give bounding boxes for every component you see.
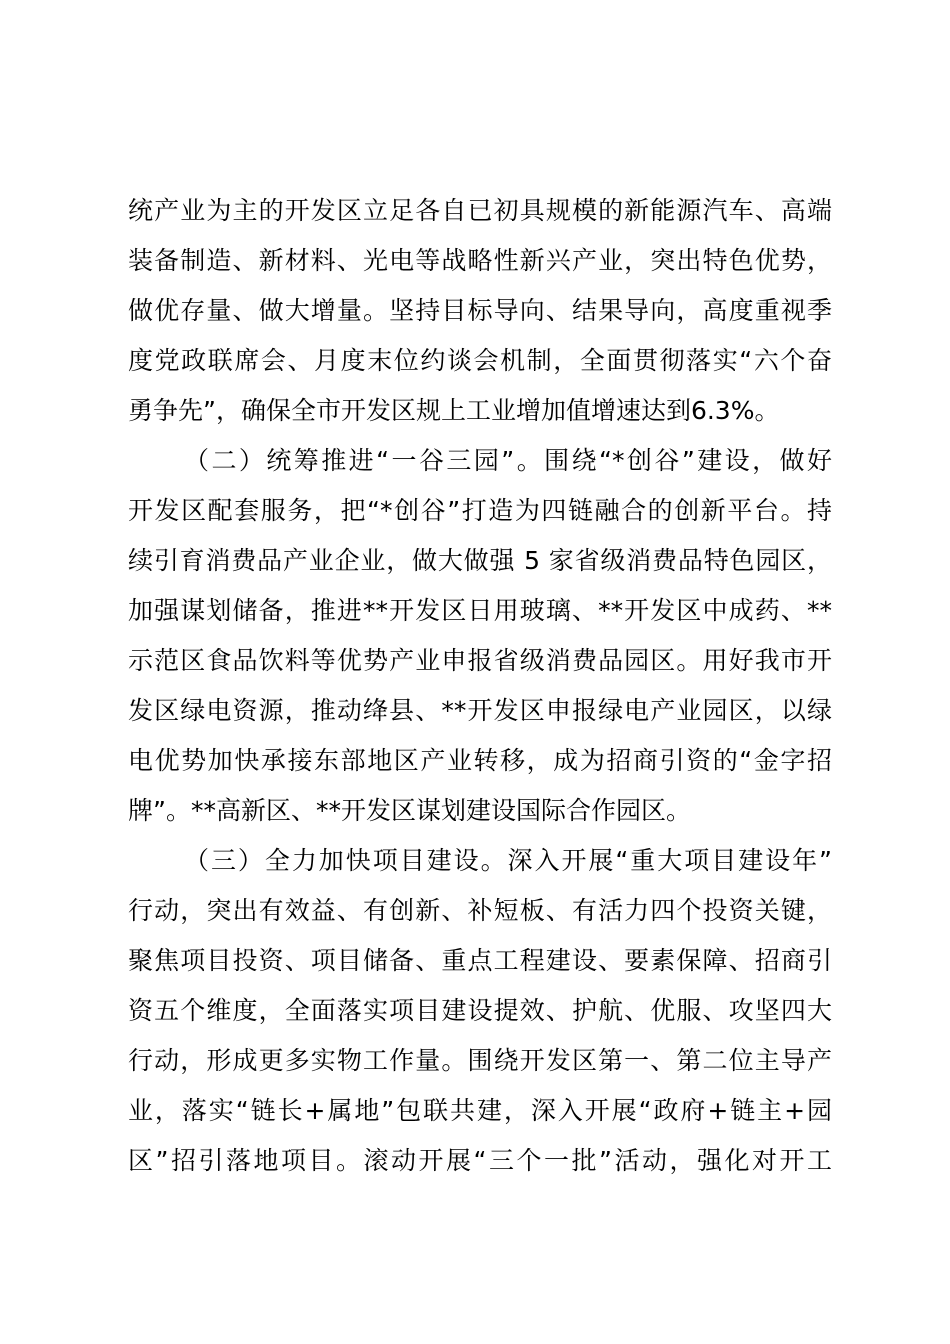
text-line: 行动，形成更多实物工作量。围绕开发区第一、第二位主导产	[128, 1046, 832, 1075]
text-line: 勇争先”，确保全市开发区规上工业增加值增速达到6.3%。	[128, 396, 780, 425]
text-line: 加强谋划储备，推进**开发区日用玻璃、**开发区中成药、**	[128, 596, 832, 625]
text-line: 聚焦项目投资、项目储备、重点工程建设、要素保障、招商引	[128, 946, 832, 975]
text-line: 装备制造、新材料、光电等战略性新兴产业，突出特色优势，	[128, 246, 832, 275]
section-heading-line: （二）统筹推进“一谷三园”。围绕“*创谷”建设，做好	[184, 446, 832, 475]
text-line: 续引育消费品产业企业，做大做强 5 家省级消费品特色园区，	[128, 546, 832, 575]
text-line: 资五个维度，全面落实项目建设提效、护航、优服、攻坚四大	[128, 996, 832, 1025]
text-line: 示范区食品饮料等优势产业申报省级消费品园区。用好我市开	[128, 646, 832, 675]
text-line: 行动，突出有效益、有创新、补短板、有活力四个投资关键，	[128, 896, 832, 925]
text-line: 区”招引落地项目。滚动开展“三个一批”活动，强化对开工	[128, 1146, 832, 1175]
section-heading-line: （三）全力加快项目建设。深入开展“重大项目建设年”	[184, 846, 832, 875]
text-line: 电优势加快承接东部地区产业转移，成为招商引资的“金字招	[128, 746, 832, 775]
document-body	[128, 186, 832, 1186]
text-line: 发区绿电资源，推动绛县、**开发区申报绿电产业园区，以绿	[128, 696, 832, 725]
text-line: 开发区配套服务，把“*创谷”打造为四链融合的创新平台。持	[128, 496, 832, 525]
text-line: 牌”。**高新区、**开发区谋划建设国际合作园区。	[128, 796, 691, 825]
text-line: 度党政联席会、月度末位约谈会机制，全面贯彻落实“六个奋	[128, 346, 832, 375]
text-line: 统产业为主的开发区立足各自已初具规模的新能源汽车、高端	[128, 196, 832, 225]
text-line: 做优存量、做大增量。坚持目标导向、结果导向，高度重视季	[128, 296, 832, 325]
text-line: 业，落实“链长+属地”包联共建，深入开展“政府+链主+园	[128, 1096, 832, 1125]
